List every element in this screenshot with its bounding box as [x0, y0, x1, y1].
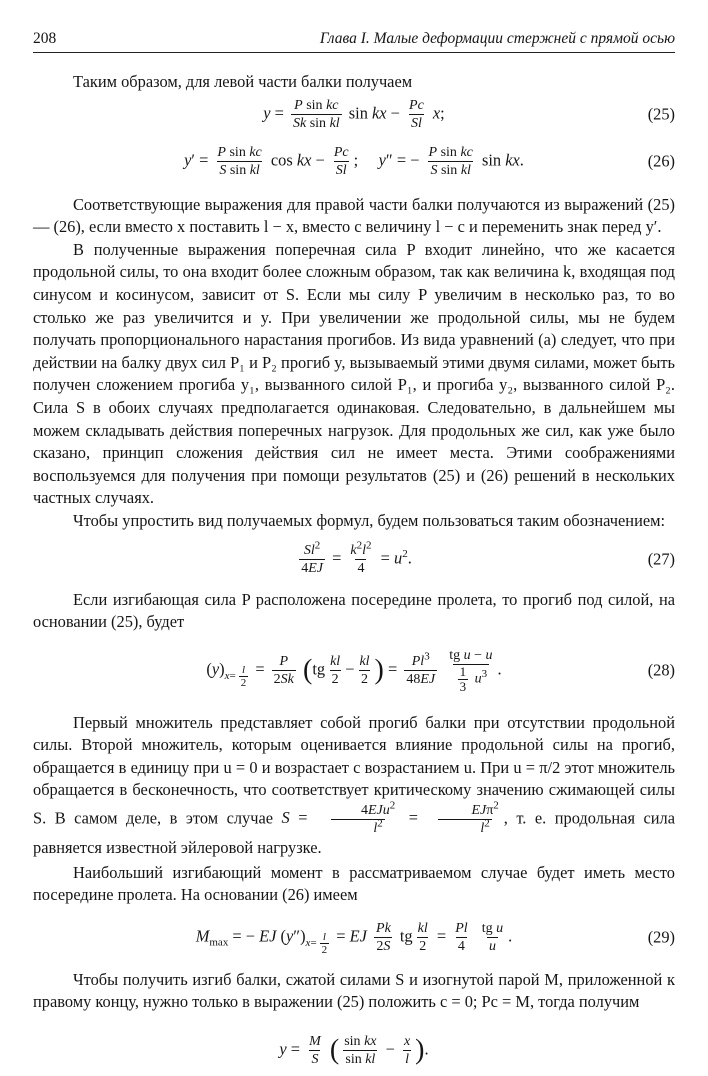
equation-25 — [33, 94, 675, 136]
equation-29-number: (29) — [647, 927, 675, 947]
paragraph-7: Наибольший изгибающий момент в рассматриваемом случае будет иметь место посередине пролета. На основании (26) имеем — [33, 862, 675, 905]
equation-27 — [33, 537, 675, 583]
equation-26-number: (26) — [647, 151, 675, 171]
paragraph-6-text-a: Первый множитель представляет собой прогиб балки при отсутствии продольной силы. Второй множитель, которым оценивается влияние продольной силы на прогиб, обращается в единицу при u = 0 и возрастает с возрастанием u. При u = π/2 этот множитель обращается в бесконечность, что соответствует критическому значению сжимающей силы S. В самом деле, в этом случае — [33, 712, 675, 828]
page-header — [33, 30, 675, 53]
equation-final — [33, 1024, 675, 1076]
equation-28-number: (28) — [647, 660, 675, 680]
equation-27-body: $\frac{Sl^2}{4EJ}$ = $\frac{k^2l^2}{4}$ = $u^2$. — [301, 539, 412, 576]
equation-29-body: $M_{max}$ = − EJ $(y'')_{x= \frac{l}{2}}$ = EJ $\frac{Pk}{2S}$ tg $\frac{kl}{2}$ = $\frac{Pl}{4}$ $\frac{\text{tg u}}{u}$ . — [195, 921, 513, 956]
paragraph-8: Чтобы получить изгиб балки, сжатой силами S и изогнутой парой M, приложенной к правому концу, нужно только в выражении (25) положить c = 0; Pc = M, тогда получим — [33, 969, 675, 1012]
equation-26-body: y′ = $\frac{\text{P sin kc}}{\text{S sin kl}}$ cos kx − $\frac{Pc}{Sl}$ ; y″ = − $\frac{\text{P sin kc}}{\text{S sin kl}}$ sin kx. — [184, 145, 524, 179]
euler-load-formula: S = $\frac{4EJu^2}{l^2}$ = $\frac{EJ\pi^2}{l^2}$ — [281, 799, 499, 837]
paragraph-6 — [33, 712, 675, 860]
equation-final-body: y = $\frac{M}{S}$ ( $\frac{\text{sin kx}}{\text{sin kl}}$ − $\frac{x}{l}$ ). — [279, 1033, 429, 1067]
page-number: 208 — [33, 30, 57, 47]
equation-27-number: (27) — [647, 549, 675, 569]
page — [33, 30, 675, 1076]
paragraph-1: Таким образом, для левой части балки получаем — [73, 72, 413, 91]
equation-25-body: y = $\frac{\text{P sin kc}}{\text{Sk sin kl}}$ sin kx − $\frac{Pc}{Sl}$ x; — [263, 98, 445, 132]
paragraph-4: Чтобы упростить вид получаемых формул, будем пользоваться таким обозначением: — [73, 510, 666, 530]
equation-29 — [33, 911, 675, 965]
running-title: Глава I. Малые деформации стержней с прямой осью — [319, 30, 675, 47]
equation-28-body: $(y)_{x= \frac{l}{2}}$ = $\frac{P}{2Sk}$ (tg $\frac{kl}{2}$ − $\frac{kl}{2}$ ) = $\frac{Pl^3}{48EJ}$ tg u − u $\frac{1}{3}$ $u^3$ . — [206, 648, 502, 695]
paragraph-6-text-b: , т. е. продольная сила равняется известной эйлеровой нагрузке. — [33, 808, 675, 858]
paragraph-3: В полученные выражения поперечная сила P входит линейно, что же касается продольной силы, то она входит более сложным образом, так как величина k, входящая под синусом и косинусом, зависит от S. Если мы силу P увеличим в несколько раз, то во столько же раз увеличится и y. При увеличении же продольной силы, мы не будем получать пропорционального нарастания прогибов. Из вида уравнений (а) следует, что при действии на балку двух сил P₁ и P₂ прогиб y, вызываемый этими двумя силами, может быть получен сложением прогиба y₁, вызванного силой P₁, и прогиба y₂, вызванного силой P₂. Сила S в обоих случаях предполагается одинаковая. Следовательно, в дальнейшем мы можем складывать действия поперечных нагрузок. Для продольных же сил, как уже было сказано, принцип сложения действия сил не имеет места. Этими соображениями воспользуемся для получения при помощи результатов (25) и (26) решений в нескольких частных случаях. — [33, 239, 675, 508]
equation-28 — [33, 638, 675, 704]
equation-26 — [33, 140, 675, 184]
paragraph-2: Соответствующие выражения для правой части балки получаются из выражений (25) — (26), если вместо x поставить l − x, вместо c величину l − c и переменить знак перед y′. — [33, 194, 675, 237]
equation-25-number: (25) — [647, 104, 675, 124]
paragraph-5: Если изгибающая сила P расположена посередине пролета, то прогиб под силой, на основании (25), будет — [33, 589, 675, 632]
